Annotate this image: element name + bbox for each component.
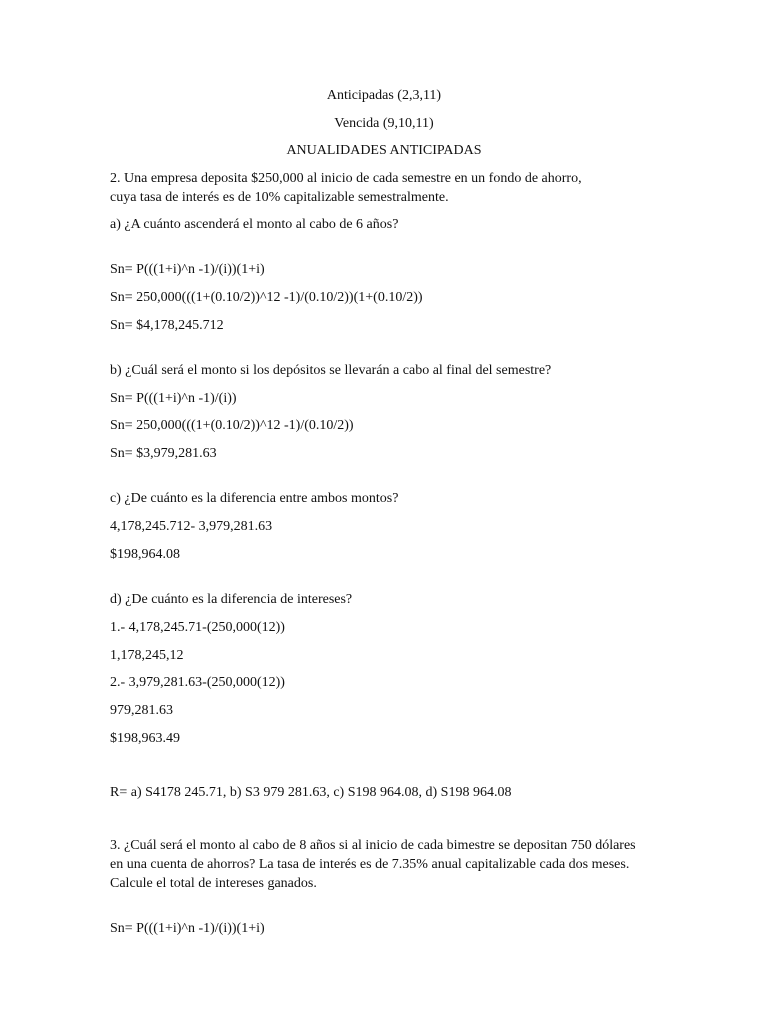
question-a: a) ¿A cuánto ascenderá el monto al cabo de 6 años? (110, 217, 399, 232)
problem-2-statement: 2. Una empresa deposita $250,000 al inicio de cada semestre en un fondo de ahorro, cuya tasa de interés es de 10% capitalizable semestralmente. (110, 171, 582, 205)
formula-3: Sn= P(((1+i)^n -1)/(i))(1+i) (110, 921, 265, 936)
step1-result-d: 1,178,245,12 (110, 648, 184, 663)
question-c: c) ¿De cuánto es la diferencia entre ambos montos? (110, 491, 399, 506)
step2-d: 2.- 3,979,281.63-(250,000(12)) (110, 675, 285, 690)
question-b: b) ¿Cuál será el monto si los depósitos se llevarán a cabo al final del semestre? (110, 363, 552, 378)
formula-b: Sn= P(((1+i)^n -1)/(i)) (110, 391, 237, 406)
question-d: d) ¿De cuánto es la diferencia de intereses? (110, 592, 353, 607)
problem-3-statement: 3. ¿Cuál será el monto al cabo de 8 años si al inicio de cada bimestre se depositan 750 dólares en una cuenta de ahorros? La tasa de interés es de 7.35% anual capitalizable cada dos meses. Calcule el total de intereses ganados. (110, 838, 636, 891)
substitution-b: Sn= 250,000(((1+(0.10/2))^12 -1)/(0.10/2)) (110, 418, 354, 433)
step1-d: 1.- 4,178,245.71-(250,000(12)) (110, 620, 285, 635)
header-anticipadas: Anticipadas (2,3,11) (326, 88, 442, 103)
operation-c: 4,178,245.712- 3,979,281.63 (110, 519, 273, 534)
step2-result-d: 979,281.63 (110, 703, 173, 718)
result-c: $198,964.08 (110, 547, 180, 562)
result-d: $198,963.49 (110, 731, 180, 746)
section-title: ANUALIDADES ANTICIPADAS (286, 143, 482, 158)
substitution-a: Sn= 250,000(((1+(0.10/2))^12 -1)/(0.10/2))(1+(0.10/2)) (110, 290, 423, 305)
result-a: Sn= $4,178,245.712 (110, 318, 224, 333)
formula-a: Sn= P(((1+i)^n -1)/(i))(1+i) (110, 262, 265, 277)
header-vencida: Vencida (9,10,11) (334, 116, 434, 131)
result-b: Sn= $3,979,281.63 (110, 446, 217, 461)
answer-summary: R= a) S4178 245.71, b) S3 979 281.63, c) S198 964.08, d) S198 964.08 (110, 785, 512, 800)
